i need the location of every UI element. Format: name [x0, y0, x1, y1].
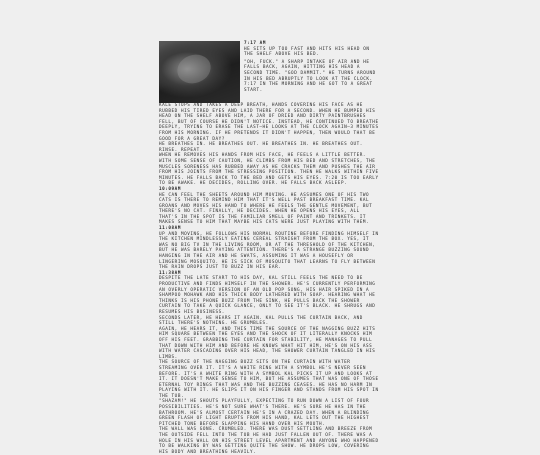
intro-section: [244, 41, 381, 93]
paragraph: UP AND MOVING, HE FOLLOWS HIS NORMAL ROUTINE BEFORE FINDING HIMSELF IN THE KITCHEN MINDLESSLY EATING CEREAL STRAIGHT FROM THE BOX. YES, IT WAS NO BIG TV IN THE LIVING ROOM, OR AT THE THRESHOLD OF THE KITCHEN, BUT HE WAS BARELY PAYING ATTENTION. THERE'S A STRANGE BUZZING SOUND HANGING IN THE AIR AND HE SWATS, ASSUMING IT WAS A HOUSEFLY OR LINGERING MOSQUITO. HE IS SICK OF MOSQUITO THAT LEARNS TO FLY BETWEEN THE RAIN DROPS JUST TO BUZZ IN HIS EAR.: [159, 231, 379, 271]
paragraph: HE BREATHES IN. HE BREATHES OUT. HE BREATHES IN. HE BREATHES OUT. RINSE. REPEAT.: [159, 142, 363, 153]
document-body: [159, 103, 381, 455]
paragraph: DESPITE THE LATE START TO HIS DAY, KAL STILL FEELS THE NEED TO BE PRODUCTIVE AND FINDS HIMSELF IN THE SHOWER. HE'S CURRENTLY PERFORMING AN OVERLY OPERATIC VERSION OF AN OLD POP SONG, HIS HAIR SPIKED IN A SHAMPOO MOHAWK AND HIS THICK BODY LATHERED WITH SOAP. HEARING WHAT HE THINKS IS HIS PHONE BUZZ FROM THE SINK, HE PULLS BACK THE SHOWER CURTAIN TO TAKE A QUICK GLANCE, ONLY TO SEE IT'S BLACK. HE SHRUGS AND RESUMES HIS BUSINESS.: [159, 276, 376, 315]
paragraph: THE WALL WAS GONE. CRUMBLED. THERE WAS DUST SETTLING AND BREEZE FROM THE OUTSIDE FELL INTO THE TUB HE HAD JUST FALLEN OUT OF. THERE WAS A HOLE IN HIS WALL ON HIS STREET LEVEL APARTMENT AND ANYONE WHO HAPPENED TO BE WALKING BY WAS GETTING QUITE THE SHOW. HE DROPS LOW, COVERING HIS BODY AND BREATHING HEAVILY.: [159, 427, 379, 455]
paragraph: WHEN HE REMOVES HIS HANDS FROM HIS FACE, HE FEELS A LITTLE BETTER. WITH SOME SENSE OF CAUTION, HE CLIMBS FROM HIS BED AND STRETCHES, THE MUSCLES SORENESS HAS RUBBED AWAY AS HE CRACKS THEM AND PUSHES THE AIR FROM HIS JOINTS FROM THE STRESSING POSITION. THEN HE WALKS WITHIN FIVE MINUTES. HE FALLS BACK TO THE BED AND GETS HIS EYES. 7:20 IS TOO EARLY TO BE AWAKE. HE DECIDES, ROLLING OVER. HE FALLS BACK ASLEEP.: [159, 153, 379, 187]
section-time: 11:38AM: [159, 270, 181, 276]
paragraph: THE SOURCE OF THE NAGGING BUZZ SITS ON THE CURTAIN WITH WATER STREAMING OVER IT. IT'S A WHITE RING WITH A SYMBOL HE'S NEVER SEEN BEFORE. IT'S A WHITE RING WITH A SYMBOL KAL PICKS IT UP AND LOOKS AT IT. IT DOESN'T MAKE SENSE TO HIM, BUT HE ASSUMES THAT WAS ONE OF THOSE ETERNAL TOY RINGS THAT WAS AND THE BUZZING CEASES. HE HAS NO HARM IN PLAYING WITH IT. HE SLIPS IT ON HIS FINGER AND STANDS FROM HIS SPOT IN THE TUB.: [159, 360, 379, 399]
paragraph: SECONDS LATER, HE HEARS IT AGAIN. KAL PULLS THE CURTAIN BACK, AND STILL THERE'S NOTHING. HE GRUMBLES.: [159, 315, 363, 327]
paragraph: KALE STOPS AND TAKES A DEEP BREATH, HANDS COVERING HIS FACE AS HE RUBBED HIS TIRED EYES AND LAID THERE FOR A SECOND. WHEN HE BUMPED HIS HEAD ON THE SHELF ABOVE HIM, A JAR OF DRIED AND DIRTY PAINTBRUSHES FELL, BUT OF COURSE HE DIDN'T NOTICE. INSTEAD, HE CONTINUED TO BREATHE DEEPLY, TRYING TO ERASE THE LAST—HE LOOKS AT THE CLOCK AGAIN—3 MINUTES FROM HIS MORNING. IF HE PRETENDS IT DIDN'T HAPPEN, THEN WOULD THAT BE GOOD FOR A GREAT DAY?: [159, 103, 379, 142]
section-time: 7:17 AM: [244, 41, 266, 46]
paragraph: "OH, FUCK." A SHARP INTAKE OF AIR AND HE FALLS BACK, AGAIN, HITTING HIS HEAD A SECOND TIME. "GOD DAMMIT." HE TURNS AROUND IN HIS BED ABRUPTLY TO LOOK AT THE CLOCK. 7:17 IN THE MORNING AND HE GOT TO A GREAT START.: [244, 59, 376, 93]
photo-image: [159, 41, 240, 103]
paragraph: AGAIN, HE HEARS IT, AND THIS TIME THE SOURCE OF THE NAGGING BUZZ HITS HIM SQUARE BETWEEN THE EYES AND THE SHOCK OF IT LITERALLY KNOCKS HIM OFF HIS FEET. GRABBING THE CURTAIN FOR STABILITY, HE MANAGES TO PULL THAT DOWN WITH HIM AND BEFORE HE KNOWS WHAT HIT HIM, HE'S ON HIS ASS WITH WATER CASCADING OVER HIS HEAD, THE SHOWER CURTAIN TANGLED IN HIS LIMBS.: [159, 326, 376, 360]
section-time: 10:09AM: [159, 186, 181, 192]
section-time: 11:08AM: [159, 226, 181, 232]
paragraph: HE CAN FEEL THE SHEETS AROUND HIM MOVING. HE ASSUMES ONE OF HIS TWO CATS IS THERE TO REMIND HIM THAT IT'S WELL PAST BREAKFAST TIME. KAL GROANS AND MOVES HIS HAND TO WHERE HE FEELS THE GENTLE MOVEMENT, BUT THERE'S NO CAT. FINALLY, HE DECIDES. WHEN HE OPENS HIS EYES, ALL THAT'S IN THE SPOT IS THE FAMILIAR SMELL OF PAINT AND TRINKETS. IT MAKES SENSE TO HIM THAT MAYBE HIS CATS WERE JUST PLAYING WITH THEM.: [159, 192, 373, 226]
paragraph: HE SITS UP TOO FAST AND HITS HIS HEAD ON THE SHELF ABOVE HIS BED.: [244, 46, 370, 58]
paragraph: "SHAZAM!" HE SHOUTS PLAYFULLY, EXPECTING TO RUN DOWN A LIST OF FOUR POSSIBILITIES. HE'S NOT SURE WHAT'S THERE. HE'S SURE HE HAS IN THE BATHROOM. HE'S ALMOST CERTAIN HE'S IN A CRAZED DAY. WHEN A BLINDING GREEN FLASH OF LIGHT ERUPTS FROM HIS HAND, KAL LETS OUT THE HIGHEST PITCHED TONE BEFORE SLAPPING HIS HAND OVER HIS MOUTH.: [159, 399, 370, 427]
